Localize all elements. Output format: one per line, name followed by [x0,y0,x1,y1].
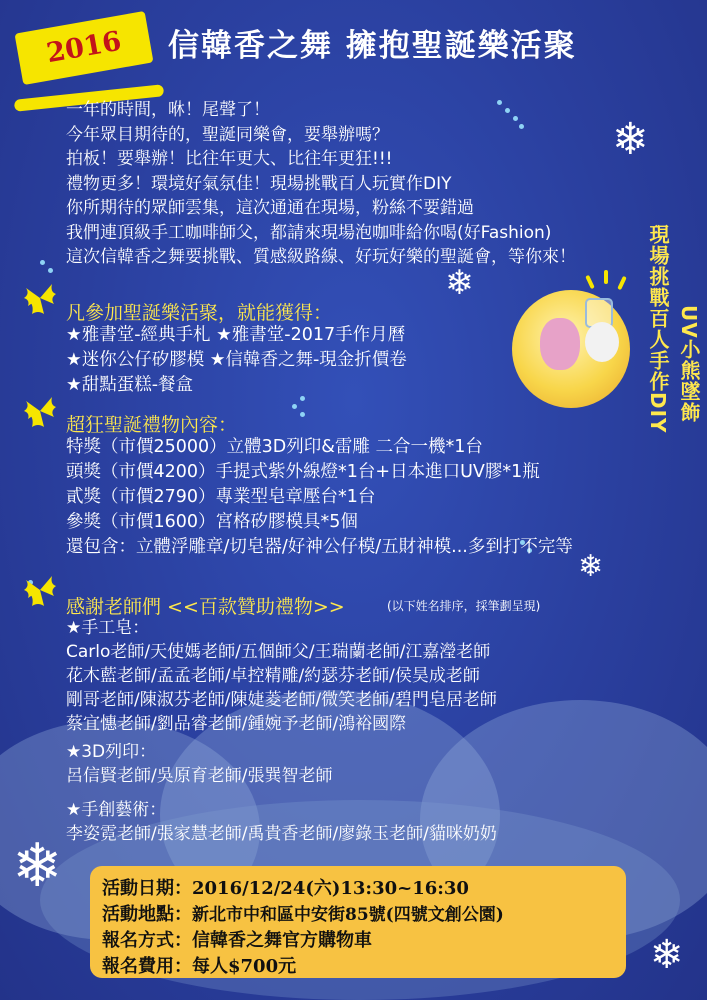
event-date-label: 活動日期： [102,878,192,899]
promo-pendant: UV小熊墜飾 [677,305,701,423]
holly-icon [22,280,58,316]
year-badge [14,11,153,85]
teacher-line: Carlo老師/天使媽老師/五個師父/王瑞蘭老師/江嘉瀅老師 [66,642,491,662]
intro-line: 一年的時間，咻！尾聲了！ [66,100,270,120]
holly-icon [22,393,58,429]
thanks-note: (以下姓名排序，採筆劃呈現) [387,599,541,613]
snowflake-icon: ❄ [12,831,63,901]
benefits-list [66,323,407,398]
snowflake-icon: ❄ [578,549,604,584]
teacher-line: 剛哥老師/陳淑芬老師/陳婕菱老師/微笑老師/碧門皂居老師 [66,690,497,710]
event-signup-row [102,926,372,952]
teacher-line: 李姿霓老師/張家慧老師/禹貴香老師/廖錄玉老師/貓咪奶奶 [66,824,497,844]
event-place-row [102,900,504,926]
holly-icon [22,572,58,608]
teacher-group-art [66,798,497,846]
event-fee-label: 報名費用： [102,956,192,977]
year-text: 2016 [44,25,124,70]
intro-line: 今年眾目期待的，聖誕同樂會，要舉辦嗎？ [66,124,389,145]
teacher-group-soap [66,616,497,736]
event-place-label: 活動地點： [102,904,192,925]
intro-line: 拍板！要舉辦！比往年更大、比往年更狂!!! [66,149,393,169]
bear-pendant [540,318,580,370]
event-date-value: 2016/12/24(六)13:30~16:30 [192,878,469,899]
teacher-line: 呂信賢老師/吳原育老師/張巽智老師 [66,766,333,786]
page-title: 信韓香之舞 擁抱聖誕樂活聚 [168,28,577,64]
teacher-group-title: ★手創藝術： [66,800,167,820]
intro-line: 你所期待的眾師雲集，這次通通在現場，粉絲不要錯過 [66,198,474,218]
snowflake-icon: ❄ [445,263,474,303]
teacher-line: 蔡宜憓老師/劉品睿老師/鍾婉予老師/鴻裕國際 [66,714,407,734]
event-info-box [90,866,626,978]
event-fee-row [102,952,296,978]
intro-line: 我們連頂級手工咖啡師父，都請來現場泡咖啡給你喝(好Fashion) [66,222,552,243]
flower-decoration [585,322,619,362]
burst-ray [585,275,595,289]
event-fee-value: 每人$700元 [192,956,297,977]
event-signup-label: 報名方式： [102,930,192,951]
gift-line: 貳獎（市價2790）專業型皂章壓台*1台 [66,487,376,507]
teacher-group-3d [66,740,332,788]
event-place-value: 新北市中和區中安街85號(四號文創公園) [192,905,504,925]
benefits-heading: 凡參加聖誕樂活聚，就能獲得： [66,302,333,324]
gift-line: 參獎（市價1600）宮格矽膠模具*5個 [66,512,358,532]
event-signup-value: 信韓香之舞官方購物車 [192,930,372,951]
benefit-line: ★雅書堂-經典手札 ★雅書堂-2017手作月曆 [66,325,406,345]
teacher-line: 花木藍老師/孟孟老師/卓控精雕/約瑟芬老師/侯昊成老師 [66,666,480,686]
snowflake-icon: ❄ [612,114,649,165]
snowflake-icon: ❄ [650,932,684,978]
teacher-group-title: ★手工皂： [66,618,150,638]
gift-line: 頭獎（市價4200）手提式紫外線燈*1台+日本進口UV膠*1瓶 [66,462,540,482]
promo-diy: 現場挑戰百人手作DIY [646,224,670,434]
intro-line: 這次信韓香之舞要挑戰、質感級路線、好玩好樂的聖誕會，等你來！ [66,247,576,267]
thanks-heading: 感謝老師們 <<百款贊助禮物>> [66,596,345,618]
benefit-line: ★迷你公仔矽膠模 ★信韓香之舞-現金折價卷 [66,350,407,370]
gifts-list [66,435,573,560]
intro-line: 禮物更多！環境好氣氛佳！現場挑戰百人玩實作DIY [66,173,452,194]
benefit-line: ★甜點蛋糕-餐盒 [66,375,194,395]
intro-text [66,98,576,270]
gift-line: 還包含：立體浮雕章/切皂器/好神公仔模/五財神模...多到打不完等 [66,537,573,557]
burst-ray [617,276,627,290]
event-date-row [102,874,469,900]
teacher-group-title: ★3D列印： [66,742,157,762]
burst-ray [604,270,608,284]
gifts-heading: 超狂聖誕禮物內容： [66,414,238,436]
gift-line: 特獎（市價25000）立體3D列印&雷雕 二合一機*1台 [66,437,483,457]
